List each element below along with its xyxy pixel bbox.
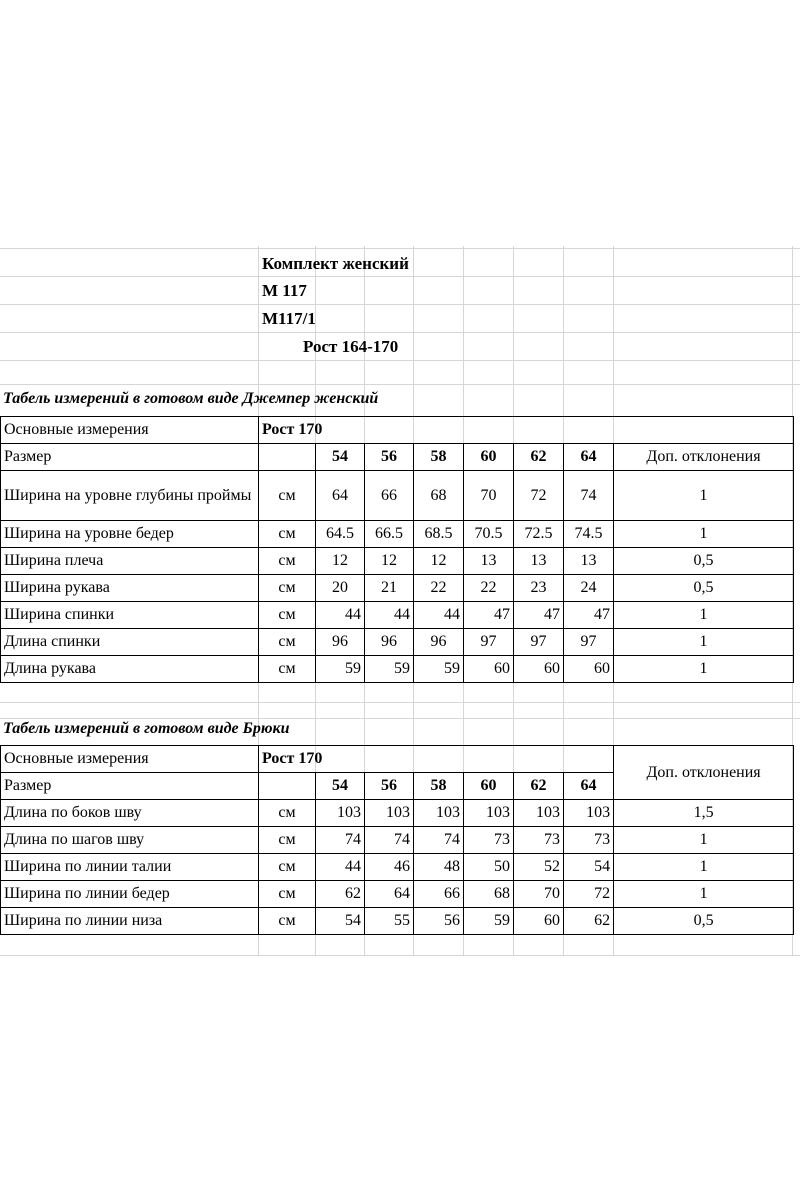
row-unit: см <box>259 827 316 854</box>
cell-value: 54 <box>564 854 614 881</box>
cell-value: 52 <box>514 854 564 881</box>
row-label: Длина по шагов шву <box>1 827 259 854</box>
pants-size-label: Размер <box>1 773 259 800</box>
cell-value: 103 <box>464 800 514 827</box>
pants-size: 58 <box>414 773 464 800</box>
row-tolerance: 1 <box>614 629 794 656</box>
cell-value: 48 <box>414 854 464 881</box>
cell-value: 97 <box>514 629 564 656</box>
row-unit: см <box>259 881 316 908</box>
header-article-code: М117/1 <box>262 309 316 328</box>
table-row <box>1 827 794 854</box>
cell-value: 70 <box>464 471 514 521</box>
cell-value: 62 <box>316 881 365 908</box>
cell-value: 56 <box>414 908 464 935</box>
row-tolerance: 0,5 <box>614 575 794 602</box>
cell-value: 13 <box>514 548 564 575</box>
row-tolerance: 1 <box>614 827 794 854</box>
cell-value: 68 <box>464 881 514 908</box>
row-unit: см <box>259 854 316 881</box>
row-label: Ширина по линии бедер <box>1 881 259 908</box>
cell-value: 60 <box>564 656 614 683</box>
cell-value: 96 <box>365 629 414 656</box>
table-row <box>1 602 794 629</box>
cell-value: 12 <box>316 548 365 575</box>
row-tolerance: 1 <box>614 602 794 629</box>
cell-value: 47 <box>564 602 614 629</box>
table-row <box>1 575 794 602</box>
pants-size: 62 <box>514 773 564 800</box>
cell-value: 44 <box>365 602 414 629</box>
cell-value: 68.5 <box>414 521 464 548</box>
pants-size: 64 <box>564 773 614 800</box>
cell-value: 22 <box>414 575 464 602</box>
table-row <box>1 908 794 935</box>
header-product-name: Комплект женский <box>262 254 409 273</box>
table-row <box>1 854 794 881</box>
jumper-tolerance-label: Доп. отклонения <box>614 444 794 471</box>
cell-value: 68 <box>414 471 464 521</box>
row-label: Длина рукава <box>1 656 259 683</box>
row-unit: см <box>259 471 316 521</box>
row-unit: см <box>259 629 316 656</box>
cell-value: 74 <box>365 827 414 854</box>
jumper-size: 60 <box>464 444 514 471</box>
table-row <box>1 629 794 656</box>
row-unit: см <box>259 800 316 827</box>
cell-value: 72 <box>514 471 564 521</box>
cell-value: 59 <box>464 908 514 935</box>
row-unit: см <box>259 575 316 602</box>
table-row <box>1 471 794 521</box>
cell-value: 97 <box>464 629 514 656</box>
cell-value: 44 <box>316 854 365 881</box>
jumper-header-row <box>1 417 794 444</box>
cell-value: 59 <box>316 656 365 683</box>
pants-tolerance-label: Доп. отклонения <box>614 746 794 800</box>
jumper-table-title: Табель измерений в готовом виде Джемпер женский <box>3 390 379 407</box>
cell-value: 66 <box>365 471 414 521</box>
cell-value: 55 <box>365 908 414 935</box>
row-tolerance: 1 <box>614 656 794 683</box>
cell-value: 96 <box>414 629 464 656</box>
table-row <box>1 800 794 827</box>
pants-size: 60 <box>464 773 514 800</box>
cell-value: 44 <box>316 602 365 629</box>
cell-value: 103 <box>514 800 564 827</box>
cell-value: 64 <box>316 471 365 521</box>
table-row <box>1 881 794 908</box>
row-tolerance: 1,5 <box>614 800 794 827</box>
row-label: Длина по боков шву <box>1 800 259 827</box>
cell-value: 103 <box>316 800 365 827</box>
cell-value: 13 <box>464 548 514 575</box>
row-label: Ширина на уровне глубины проймы <box>1 471 259 521</box>
row-label: Ширина по линии талии <box>1 854 259 881</box>
header-model-code: М 117 <box>262 281 307 300</box>
cell-value: 64 <box>365 881 414 908</box>
cell-value: 22 <box>464 575 514 602</box>
row-tolerance: 1 <box>614 521 794 548</box>
table-row <box>1 656 794 683</box>
jumper-height-label: Рост 170 <box>259 417 614 444</box>
cell-value: 74 <box>564 471 614 521</box>
row-unit: см <box>259 548 316 575</box>
jumper-size: 56 <box>365 444 414 471</box>
cell-value: 66.5 <box>365 521 414 548</box>
row-label: Ширина рукава <box>1 575 259 602</box>
cell-value: 70.5 <box>464 521 514 548</box>
cell-value: 23 <box>514 575 564 602</box>
pants-size: 54 <box>316 773 365 800</box>
cell-value: 103 <box>414 800 464 827</box>
row-unit: см <box>259 908 316 935</box>
row-label: Длина спинки <box>1 629 259 656</box>
jumper-size-row <box>1 444 794 471</box>
pants-height-label: Рост 170 <box>259 746 614 773</box>
cell-value: 12 <box>365 548 414 575</box>
row-tolerance: 1 <box>614 471 794 521</box>
cell-value: 73 <box>464 827 514 854</box>
cell-value: 74.5 <box>564 521 614 548</box>
jumper-size-label: Размер <box>1 444 259 471</box>
cell-value: 73 <box>564 827 614 854</box>
row-unit: см <box>259 656 316 683</box>
row-label: Ширина на уровне бедер <box>1 521 259 548</box>
pants-main-label: Основные измерения <box>1 746 259 773</box>
table-row <box>1 521 794 548</box>
cell-value: 103 <box>365 800 414 827</box>
row-tolerance: 0,5 <box>614 908 794 935</box>
cell-value: 70 <box>514 881 564 908</box>
cell-value: 60 <box>464 656 514 683</box>
table-row <box>1 548 794 575</box>
jumper-size: 62 <box>514 444 564 471</box>
cell-value: 20 <box>316 575 365 602</box>
cell-value: 103 <box>564 800 614 827</box>
cell-value: 24 <box>564 575 614 602</box>
cell-value: 59 <box>414 656 464 683</box>
cell-value: 74 <box>414 827 464 854</box>
pants-size: 56 <box>365 773 414 800</box>
cell-value: 74 <box>316 827 365 854</box>
row-label: Ширина плеча <box>1 548 259 575</box>
header-height-range: Рост 164-170 <box>303 337 399 356</box>
row-tolerance: 1 <box>614 854 794 881</box>
cell-value: 12 <box>414 548 464 575</box>
cell-value: 64.5 <box>316 521 365 548</box>
pants-header-row <box>1 746 794 773</box>
cell-value: 59 <box>365 656 414 683</box>
cell-value: 96 <box>316 629 365 656</box>
cell-value: 72.5 <box>514 521 564 548</box>
cell-value: 73 <box>514 827 564 854</box>
cell-value: 60 <box>514 656 564 683</box>
cell-value: 66 <box>414 881 464 908</box>
row-label: Ширина по линии низа <box>1 908 259 935</box>
cell-value: 54 <box>316 908 365 935</box>
row-unit: см <box>259 521 316 548</box>
jumper-size: 54 <box>316 444 365 471</box>
pants-table-title: Табель измерений в готовом виде Брюки <box>3 720 290 737</box>
cell-value: 72 <box>564 881 614 908</box>
row-tolerance: 1 <box>614 881 794 908</box>
row-label: Ширина спинки <box>1 602 259 629</box>
cell-value: 60 <box>514 908 564 935</box>
row-unit: см <box>259 602 316 629</box>
cell-value: 47 <box>514 602 564 629</box>
jumper-measurements-table <box>0 416 794 683</box>
cell-value: 46 <box>365 854 414 881</box>
jumper-size: 64 <box>564 444 614 471</box>
cell-value: 97 <box>564 629 614 656</box>
cell-value: 21 <box>365 575 414 602</box>
row-tolerance: 0,5 <box>614 548 794 575</box>
cell-value: 47 <box>464 602 514 629</box>
jumper-main-label: Основные измерения <box>1 417 259 444</box>
cell-value: 50 <box>464 854 514 881</box>
cell-value: 13 <box>564 548 614 575</box>
jumper-size: 58 <box>414 444 464 471</box>
pants-measurements-table <box>0 745 794 935</box>
cell-value: 44 <box>414 602 464 629</box>
cell-value: 62 <box>564 908 614 935</box>
